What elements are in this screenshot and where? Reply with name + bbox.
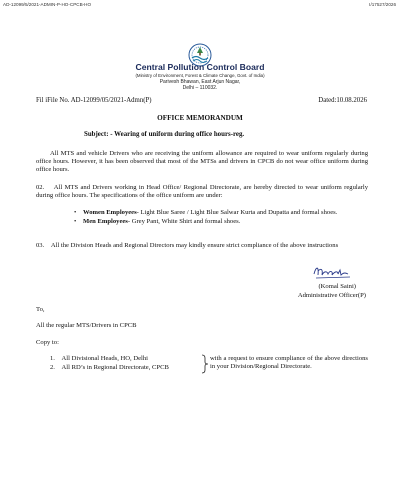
page-header-left: AD-12099/5/2021-ADMIN-P-HO-CPCB-HO — [3, 2, 92, 7]
copy-to-item-2 — [50, 364, 169, 372]
org-ministry: (Ministry of Environment, Forest & Climate Change, Govt. of India) — [135, 73, 265, 78]
spec-label: Men Employees — [83, 218, 128, 225]
memo-title: OFFICE MEMORANDUM — [157, 114, 243, 122]
copy-item-number: 1. — [50, 355, 55, 362]
org-address-line1: Parivesh Bhawan, East Arjun Nagar, — [159, 79, 241, 85]
page-header-right: I/17527/2026 — [369, 2, 396, 7]
bullet-icon: • — [74, 209, 77, 216]
copy-item-number: 2. — [50, 364, 55, 371]
spec-label: Women Employees — [83, 209, 137, 216]
spec-text: - Grey Pant, White Shirt and formal shoes. — [127, 218, 241, 225]
subject-text: Wearing of uniform during office hours-reg. — [114, 131, 245, 138]
to-recipients: All the regular MTS/Drivers in CPCB — [36, 322, 137, 329]
signature-image — [310, 262, 360, 282]
spec-text: - Light Blue Saree / Light Blue Salwar Kurta and Dupatta and formal shoes. — [136, 209, 338, 216]
signatory-designation: Administrative Officer(P) — [297, 292, 366, 299]
paragraph-2-number: 02. — [36, 184, 45, 191]
paragraph-1: All MTS and vehicle Drivers who are receiving the uniform allowance are required to wear uniform regularly during office hours. However, it has been observed that most of the MTSs and drivers in CPCB do not wear office uniform during office hours. — [36, 150, 368, 173]
org-name: Central Pollution Control Board — [135, 62, 265, 72]
list-item — [72, 218, 362, 226]
file-number: Fil iFile No. AD-12099/05/2021-Admn(P) — [36, 97, 152, 104]
subject-line — [84, 131, 244, 138]
signatory-name: (Komal Saini) — [318, 283, 356, 290]
copy-to-item-1 — [50, 355, 148, 363]
memo-date: Dated:10.08.2026 — [318, 97, 367, 104]
copy-item-text: All Divisional Heads, HO, Delhi — [61, 355, 148, 362]
paragraph-3-number: 03. — [36, 242, 45, 249]
uniform-spec-list — [72, 209, 362, 226]
paragraph-3 — [36, 242, 368, 250]
paragraph-2-text: All MTS and Drivers working in Head Office/ Regional Directorate, are hereby directed to wear uniform regularly during office hours. The specifications of the office uniform are under: — [36, 184, 368, 199]
copy-to-note: with a request to ensure compliance of the above directions in your Division/Regional Directorate. — [210, 355, 368, 370]
list-item — [72, 209, 362, 217]
subject-prefix: Subject: - — [84, 131, 115, 138]
copy-item-text: All RD’s in Regional Directorate, CPCB — [61, 364, 169, 371]
paragraph-2 — [36, 184, 368, 200]
brace-icon — [200, 354, 210, 374]
bullet-icon: • — [74, 218, 77, 225]
paragraph-3-text: All the Division Heads and Regional Directors may kindly ensure strict compliance of the above instructions — [50, 242, 339, 249]
org-address-line2: Delhi – 110032. — [182, 85, 218, 91]
to-label: To, — [36, 306, 45, 313]
copy-to-label: Copy to: — [36, 339, 59, 346]
